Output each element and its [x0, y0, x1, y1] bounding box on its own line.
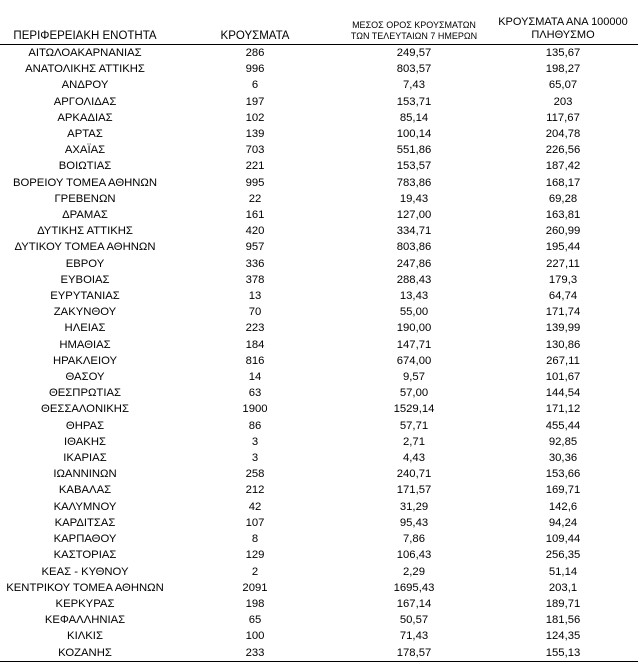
cell-seven-day-average: 2,29: [403, 565, 425, 578]
cell-seven-day-average: 247,86: [396, 257, 432, 270]
cell-seven-day-average: 334,71: [396, 225, 432, 238]
table-row: [0, 434, 638, 450]
cell-cases: 22: [248, 192, 262, 205]
table-row: [0, 126, 638, 142]
table-row: [0, 564, 638, 580]
cell-seven-day-average: 100,14: [396, 128, 432, 141]
cell-cases: 102: [245, 111, 265, 124]
cell-region: ΕΒΡΟΥ: [65, 257, 105, 270]
cell-cases: 70: [248, 306, 262, 319]
table-body: [0, 45, 638, 662]
cell-cases: 1900: [242, 403, 268, 416]
cell-region: ΚΑΒΑΛΑΣ: [58, 484, 112, 497]
table-row: [0, 337, 638, 353]
cell-cases-per-100000: 109,44: [545, 533, 581, 546]
cell-seven-day-average: 240,71: [396, 468, 432, 481]
cell-seven-day-average: 7,43: [403, 79, 425, 92]
cell-cases-per-100000: 455,44: [545, 419, 581, 432]
cell-seven-day-average: 147,71: [396, 338, 432, 351]
cell-seven-day-average: 4,43: [403, 452, 425, 465]
cell-cases: 258: [245, 468, 265, 481]
cell-seven-day-average: 1695,43: [393, 581, 435, 594]
cell-region: ΓΡΕΒΕΝΩΝ: [54, 192, 116, 205]
cell-region: ΙΩΑΝΝΙΝΩΝ: [53, 468, 117, 481]
cell-cases-per-100000: 101,67: [545, 371, 581, 384]
cell-seven-day-average: 106,43: [396, 549, 432, 562]
cell-region: ΑΡΚΑΔΙΑΣ: [57, 111, 113, 124]
table-row: [0, 94, 638, 110]
cell-cases-per-100000: 144,54: [545, 387, 581, 400]
table-row: [0, 320, 638, 336]
cell-cases-per-100000: 92,85: [548, 435, 578, 448]
table-row: [0, 239, 638, 255]
cell-region: ΗΡΑΚΛΕΙΟΥ: [52, 354, 118, 367]
cell-region: ΚΕΝΤΡΙΚΟΥ ΤΟΜΕΑ ΑΘΗΝΩΝ: [6, 581, 164, 594]
cell-cases: 184: [245, 338, 265, 351]
table-row: [0, 401, 638, 417]
cell-seven-day-average: 190,00: [396, 322, 432, 335]
cell-cases: 420: [245, 225, 265, 238]
header-avg-line-1: ΜΕΣΟΣ ΟΡΟΣ ΚΡΟΥΣΜΑΤΩΝ: [352, 20, 476, 30]
cell-seven-day-average: 9,57: [403, 371, 425, 384]
cell-seven-day-average: 1529,14: [393, 403, 435, 416]
cell-seven-day-average: 50,57: [399, 614, 429, 627]
cell-cases-per-100000: 135,67: [545, 47, 581, 59]
cell-region: ΚΟΖΑΝΗΣ: [0, 645, 170, 662]
header-seven-day-average: [340, 8, 488, 45]
table-row: [0, 531, 638, 547]
cell-region: ΑΧΑΪΑΣ: [64, 144, 106, 157]
cell-cases-per-100000: 204,78: [545, 128, 581, 141]
cell-region: ΙΚΑΡΙΑΣ: [63, 452, 107, 465]
cell-region: ΚΑΣΤΟΡΙΑΣ: [53, 549, 117, 562]
cell-cases: 816: [245, 354, 265, 367]
cell-seven-day-average: 85,14: [399, 111, 429, 124]
cell-cases: 13: [248, 290, 262, 303]
table-row: [0, 547, 638, 563]
cell-cases-per-100000: 117,67: [546, 111, 580, 124]
cell-cases: 221: [245, 160, 265, 173]
table-row: [0, 466, 638, 482]
cell-region: ΚΑΛΥΜΝΟΥ: [53, 500, 117, 513]
header-cases-per-100000: [488, 8, 638, 45]
cell-cases-per-100000: 171,12: [545, 403, 581, 416]
cell-seven-day-average: 55,00: [399, 306, 429, 319]
cell-cases: 957: [245, 241, 265, 254]
table-row: [0, 175, 638, 191]
header-cases: ΚΡΟΥΣΜΑΤΑ: [170, 8, 340, 45]
cell-cases-per-100000: 142,6: [548, 500, 578, 513]
cell-cases-per-100000: 169,71: [545, 484, 581, 497]
cell-region: ΘΕΣΠΡΩΤΙΑΣ: [48, 387, 121, 400]
cell-cases: 86: [248, 419, 262, 432]
cell-region: ΚΕΑΣ - ΚΥΘΝΟΥ: [41, 565, 129, 578]
cell-region: ΔΥΤΙΚΗΣ ΑΤΤΙΚΗΣ: [37, 225, 133, 238]
cell-cases-per-100000: 267,11: [546, 354, 580, 367]
table-row: [0, 596, 638, 612]
regional-cases-table: [0, 8, 638, 662]
cell-region: ΖΑΚΥΝΘΟΥ: [53, 306, 117, 319]
cell-cases: 42: [248, 500, 262, 513]
cell-region: ΘΗΡΑΣ: [65, 419, 105, 432]
cell-seven-day-average: 71,43: [399, 630, 429, 643]
cell-cases: 233: [170, 645, 340, 662]
cell-region: ΒΟΡΕΙΟΥ ΤΟΜΕΑ ΑΘΗΝΩΝ: [12, 176, 158, 189]
cell-cases-per-100000: 171,74: [545, 306, 581, 319]
cell-seven-day-average: 13,43: [399, 290, 429, 303]
cell-region: ΗΛΕΙΑΣ: [64, 322, 106, 335]
cell-cases: 100: [245, 630, 265, 643]
cell-cases: 129: [245, 549, 265, 562]
table-row: [0, 385, 638, 401]
table-row: [0, 353, 638, 369]
cell-region: ΚΙΛΚΙΣ: [67, 630, 103, 643]
cell-cases: 6: [251, 79, 259, 92]
cell-cases: 8: [251, 533, 259, 546]
cell-cases: 107: [245, 516, 265, 529]
cell-region: ΔΥΤΙΚΟΥ ΤΟΜΕΑ ΑΘΗΝΩΝ: [14, 241, 156, 254]
cell-cases-per-100000: 155,13: [488, 645, 638, 662]
cell-region: ΑΡΓΟΛΙΔΑΣ: [53, 95, 117, 108]
cell-cases-per-100000: 227,11: [546, 257, 580, 270]
cell-cases: 139: [245, 128, 265, 141]
table-row: [0, 288, 638, 304]
cell-seven-day-average: 153,57: [396, 160, 432, 173]
cell-cases: 2: [251, 565, 259, 578]
cell-region: ΙΘΑΚΗΣ: [64, 435, 106, 448]
cell-cases-per-100000: 203: [553, 95, 573, 108]
cell-cases-per-100000: 195,44: [545, 241, 581, 254]
cell-cases-per-100000: 65,07: [548, 79, 578, 92]
cell-seven-day-average: 31,29: [399, 500, 429, 513]
table-row: [0, 580, 638, 596]
cell-cases-per-100000: 198,27: [545, 63, 581, 76]
cell-region: ΕΥΡΥΤΑΝΙΑΣ: [50, 290, 120, 303]
cell-region: ΑΡΤΑΣ: [67, 128, 103, 141]
cell-cases-per-100000: 181,56: [545, 614, 581, 627]
table-row: [0, 158, 638, 174]
cell-region: ΕΥΒΟΙΑΣ: [60, 273, 110, 286]
cell-cases: 286: [245, 47, 265, 59]
cell-seven-day-average: 153,71: [396, 95, 432, 108]
table-row: [0, 499, 638, 515]
cell-cases-per-100000: 203,1: [548, 581, 578, 594]
table-row: [0, 450, 638, 466]
cell-cases-per-100000: 130,86: [545, 338, 581, 351]
cell-cases: 223: [245, 322, 265, 335]
cell-cases: 197: [245, 95, 265, 108]
header-region: ΠΕΡΙΦΕΡΕΙΑΚΗ ΕΝΟΤΗΤΑ: [0, 8, 170, 45]
cell-cases: 3: [251, 435, 259, 448]
cell-seven-day-average: 783,86: [396, 176, 432, 189]
cell-seven-day-average: 7,86: [403, 533, 425, 546]
cell-cases-per-100000: 189,71: [545, 597, 581, 610]
cell-seven-day-average: 249,57: [396, 47, 432, 59]
cases-sheet: [0, 8, 638, 662]
cell-cases-per-100000: 51,14: [548, 565, 578, 578]
header-per-line-2: ΠΛΗΘΥΣΜΟ: [531, 29, 595, 41]
cell-region: ΑΝΑΤΟΛΙΚΗΣ ΑΤΤΙΚΗΣ: [25, 63, 145, 76]
table-row: [0, 369, 638, 385]
cell-cases-per-100000: 256,35: [545, 549, 581, 562]
cell-cases-per-100000: 30,36: [548, 452, 578, 465]
table-row: [0, 191, 638, 207]
cell-cases: 3: [251, 452, 259, 465]
cell-seven-day-average: 57,71: [399, 419, 429, 432]
cell-seven-day-average: 57,00: [399, 387, 429, 400]
table-row: [0, 418, 638, 434]
cell-region: ΑΝΔΡΟΥ: [61, 79, 109, 92]
cell-seven-day-average: 178,57: [340, 645, 488, 662]
table-row: [0, 272, 638, 288]
cell-cases-per-100000: 94,24: [548, 516, 578, 529]
cell-seven-day-average: 551,86: [396, 144, 432, 157]
cell-cases-per-100000: 69,28: [548, 192, 578, 205]
table-row: [0, 645, 638, 662]
cell-cases-per-100000: 163,81: [545, 209, 581, 222]
table-row: [0, 304, 638, 320]
cell-cases-per-100000: 64,74: [548, 290, 578, 303]
cell-seven-day-average: 803,57: [396, 63, 432, 76]
cell-region: ΗΜΑΘΙΑΣ: [59, 338, 111, 351]
header-avg-line-2: ΤΩΝ ΤΕΛΕΥΤΑΙΩΝ 7 ΗΜΕΡΩΝ: [350, 31, 478, 41]
cell-cases: 198: [245, 597, 265, 610]
cell-seven-day-average: 95,43: [399, 516, 429, 529]
cell-cases-per-100000: 139,99: [545, 322, 581, 335]
cell-seven-day-average: 19,43: [399, 192, 429, 205]
table-row: [0, 482, 638, 498]
table-row: [0, 612, 638, 628]
cell-cases-per-100000: 179,3: [548, 273, 578, 286]
cell-cases: 63: [248, 387, 262, 400]
table-row: [0, 77, 638, 93]
cell-region: ΘΕΣΣΑΛΟΝΙΚΗΣ: [41, 403, 129, 416]
cell-seven-day-average: 803,86: [396, 241, 432, 254]
cell-cases: 212: [245, 484, 265, 497]
cell-cases: 995: [245, 176, 265, 189]
cell-region: ΚΕΡΚΥΡΑΣ: [55, 597, 115, 610]
cell-region: ΚΕΦΑΛΛΗΝΙΑΣ: [44, 614, 126, 627]
table-row: [0, 110, 638, 126]
cell-region: ΑΙΤΩΛΟΑΚΑΡΝΑΝΙΑΣ: [28, 47, 142, 59]
cell-cases-per-100000: 226,56: [545, 144, 581, 157]
cell-region: ΚΑΡΔΙΤΣΑΣ: [54, 516, 116, 529]
cell-region: ΚΑΡΠΑΘΟΥ: [53, 533, 117, 546]
cell-seven-day-average: 127,00: [396, 209, 432, 222]
table-row: [0, 628, 638, 644]
table-row: [0, 515, 638, 531]
table-row: [0, 45, 638, 62]
cell-cases: 703: [245, 144, 265, 157]
cell-cases-per-100000: 187,42: [545, 160, 581, 173]
table-row: [0, 207, 638, 223]
cell-region: ΘΑΣΟΥ: [65, 371, 105, 384]
table-row: [0, 142, 638, 158]
cell-seven-day-average: 167,14: [396, 597, 432, 610]
cell-region: ΔΡΑΜΑΣ: [62, 209, 108, 222]
table-row: [0, 61, 638, 77]
cell-cases-per-100000: 153,66: [545, 468, 581, 481]
header-row: [0, 8, 638, 45]
cell-cases: 14: [248, 371, 262, 384]
cell-cases: 378: [245, 273, 265, 286]
cell-cases: 336: [245, 257, 265, 270]
table-row: [0, 256, 638, 272]
cell-cases: 161: [245, 209, 265, 222]
cell-seven-day-average: 171,57: [396, 484, 432, 497]
cell-cases-per-100000: 124,35: [545, 630, 581, 643]
cell-region: ΒΟΙΩΤΙΑΣ: [58, 160, 112, 173]
cell-cases: 996: [245, 63, 265, 76]
cell-cases-per-100000: 260,99: [545, 225, 581, 238]
table-row: [0, 223, 638, 239]
cell-seven-day-average: 2,71: [403, 435, 425, 448]
cell-cases: 65: [248, 614, 262, 627]
cell-seven-day-average: 674,00: [396, 354, 432, 367]
cell-cases: 2091: [242, 581, 268, 594]
cell-seven-day-average: 288,43: [396, 273, 432, 286]
header-per-line-1: ΚΡΟΥΣΜΑΤΑ ΑΝΑ 100000: [498, 16, 628, 28]
cell-cases-per-100000: 168,17: [545, 176, 581, 189]
table-header: [0, 8, 638, 45]
